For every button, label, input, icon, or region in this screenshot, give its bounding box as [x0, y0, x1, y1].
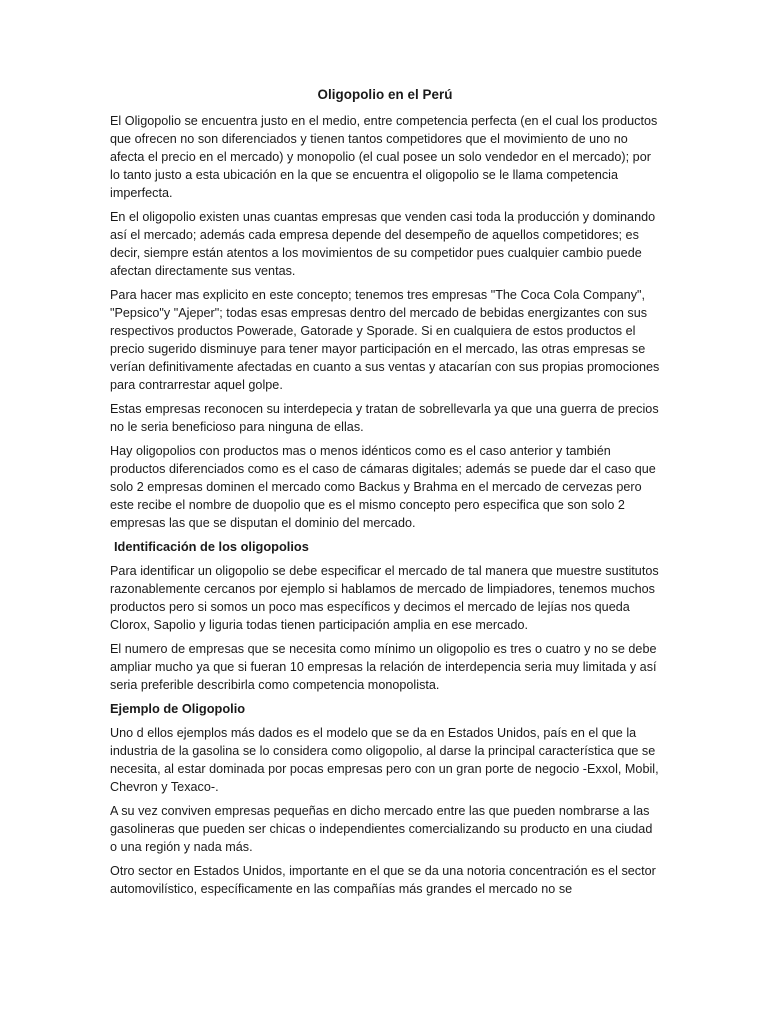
paragraph-number-firms: El numero de empresas que se necesita como mínimo un oligopolio es tres o cuatro y no se debe ampliar mucho ya que si fueran 10 empresas la relación de interdepencia seria muy limitada y así seria preferible describirla como competencia monopolista. — [110, 642, 657, 692]
paragraph-small-firms: A su vez conviven empresas pequeñas en dicho mercado entre las que pueden nombrarse a las gasolineras que pueden ser chicas o independientes comercializando su producto en una ciudad o una región y nada más. — [110, 804, 653, 854]
document-title: Oligopolio en el Perú — [317, 87, 453, 102]
document-body — [110, 86, 660, 904]
paragraph-intro: El Oligopolio se encuentra justo en el medio, entre competencia perfecta (en el cual los productos que ofrecen no son diferenciados y tienen tantos competidores que el movimiento de uno no afecta el precio en el mercado) y monopolio (el cual posee un solo vendedor en el mercado); por lo tanto justo a esta ubicación en la que se encuentra el oligopolio se le llama competencia imperfecta. — [110, 114, 658, 200]
paragraph-gasoline: Uno d ellos ejemplos más dados es el modelo que se da en Estados Unidos, país en el que la industria de la gasolina se lo considera como oligopolio, al darse la principal característica que se necesita, al estar dominada por pocas empresas pero con un gran porte de negocio -Exxol, Mobil, Chevron y Texaco-. — [110, 726, 659, 794]
paragraph-definition: En el oligopolio existen unas cuantas empresas que venden casi toda la producción y dominando así el mercado; además cada empresa depende del desempeño de aquellos competidores; es decir, siempre están atentos a los movimientos de su competidor pues cualquier cambio puede afectan directamente sus ventas. — [110, 210, 656, 278]
paragraph-interdependence: Estas empresas reconocen su interdepecia y tratan de sobrellevarla ya que una guerra de precios no le seria beneficioso para ninguna de ellas. — [110, 402, 659, 434]
paragraph-example-drinks: Para hacer mas explicito en este concepto; tenemos tres empresas "The Coca Cola Company", "Pepsico"y "Ajeper"; todas esas empresas dentro del mercado de bebidas energizantes con sus respectivos productos Powerade, Gatorade y Sporade. Si en cualquiera de estos productos el precio sugerido disminuye para tener mayor participación en el mercado, las otras empresas se verían definitivamente afectadas en cuanto a sus ventas y atacarían con sus propias promociones para contrarrestar aquel golpe. — [110, 288, 660, 392]
paragraph-identify: Para identificar un oligopolio se debe especificar el mercado de tal manera que muestre sustitutos razonablemente cercanos por ejemplo si hablamos de mercado de limpiadores, tenemos muchos productos pero si somos un poco mas específicos y decimos el mercado de lejías nos queda Clorox, Sapolio y liguria todas tienen participación amplia en ese mercado. — [110, 564, 659, 632]
paragraph-duopoly: Hay oligopolios con productos mas o menos idénticos como es el caso anterior y también productos diferenciados como es el caso de cámaras digitales; además se puede dar el caso que solo 2 empresas dominen el mercado como Backus y Brahma en el mercado de cervezas pero este recibe el nombre de duopolio que es el mismo concepto pero especifica que son solo 2 empresas las que se disputan el dominio del mercado. — [110, 444, 656, 530]
section-heading-identificacion: Identificación de los oligopolios — [114, 539, 309, 554]
section-heading-ejemplo: Ejemplo de Oligopolio — [110, 701, 246, 716]
paragraph-automotive: Otro sector en Estados Unidos, importante en el que se da una notoria concentración es el sector automovilístico, específicamente en las compañías más grandes el mercado no se — [110, 864, 656, 896]
